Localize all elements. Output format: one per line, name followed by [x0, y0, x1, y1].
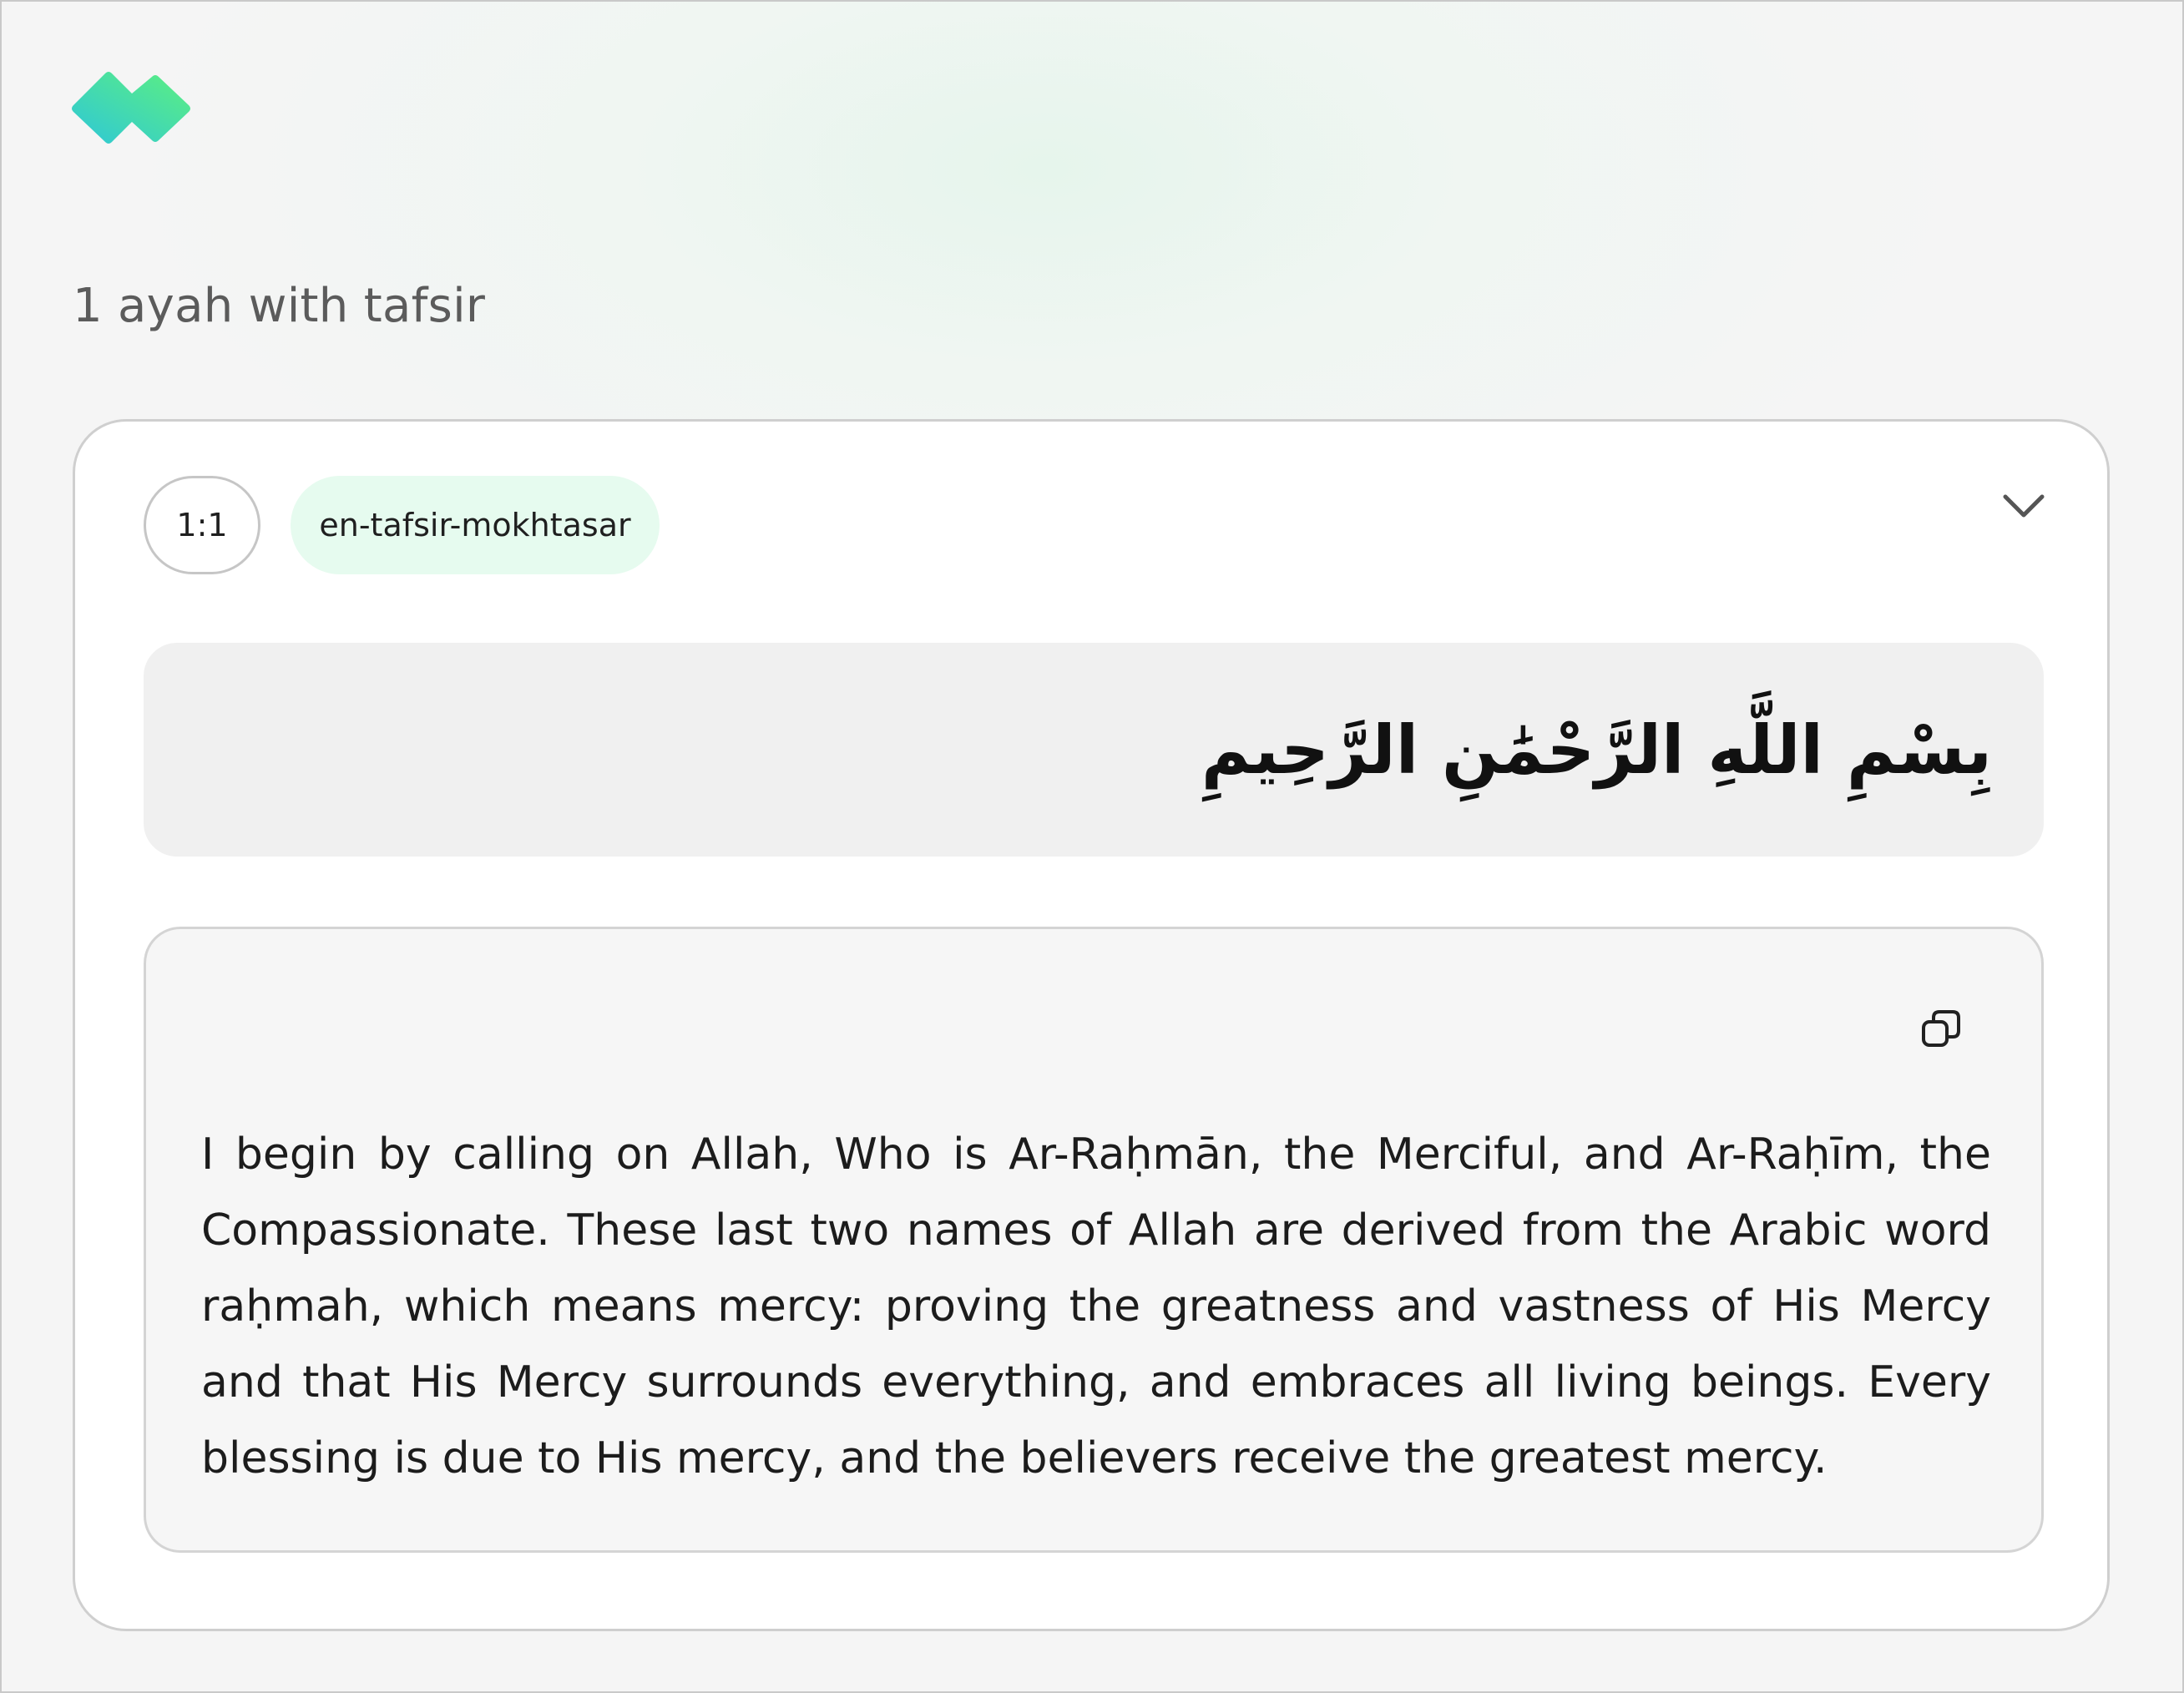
diamond-logo-icon[interactable]: [70, 67, 195, 147]
ayah-card: [73, 419, 2110, 1631]
tafsir-source-badge[interactable]: en-tafsir-mokhtasar: [291, 476, 660, 574]
arabic-verse-box: [144, 643, 2044, 857]
results-subtitle: 1 ayah with tafsir: [73, 279, 486, 333]
arabic-verse-text: بِسْمِ اللَّهِ الرَّحْمَٰنِ الرَّحِيمِ: [1201, 710, 1992, 789]
tafsir-box: [144, 927, 2044, 1553]
copy-icon[interactable]: [1918, 1006, 1964, 1053]
verse-key-badge[interactable]: 1:1: [144, 476, 260, 574]
chevron-down-icon[interactable]: [1999, 482, 2049, 532]
tafsir-text: I begin by calling on Allah, Who is Ar-Raḥmān, the Merciful, and Ar-Raḥīm, the Compassionate. These last two names of Allah are derived from the Arabic word raḥmah, which means mercy: proving the greatness and vastness of His Mercy and that His Mercy surrounds everything, and embraces all living beings. Every blessing is due to His mercy, and the believers receive the greatest mercy.: [201, 1130, 1991, 1483]
